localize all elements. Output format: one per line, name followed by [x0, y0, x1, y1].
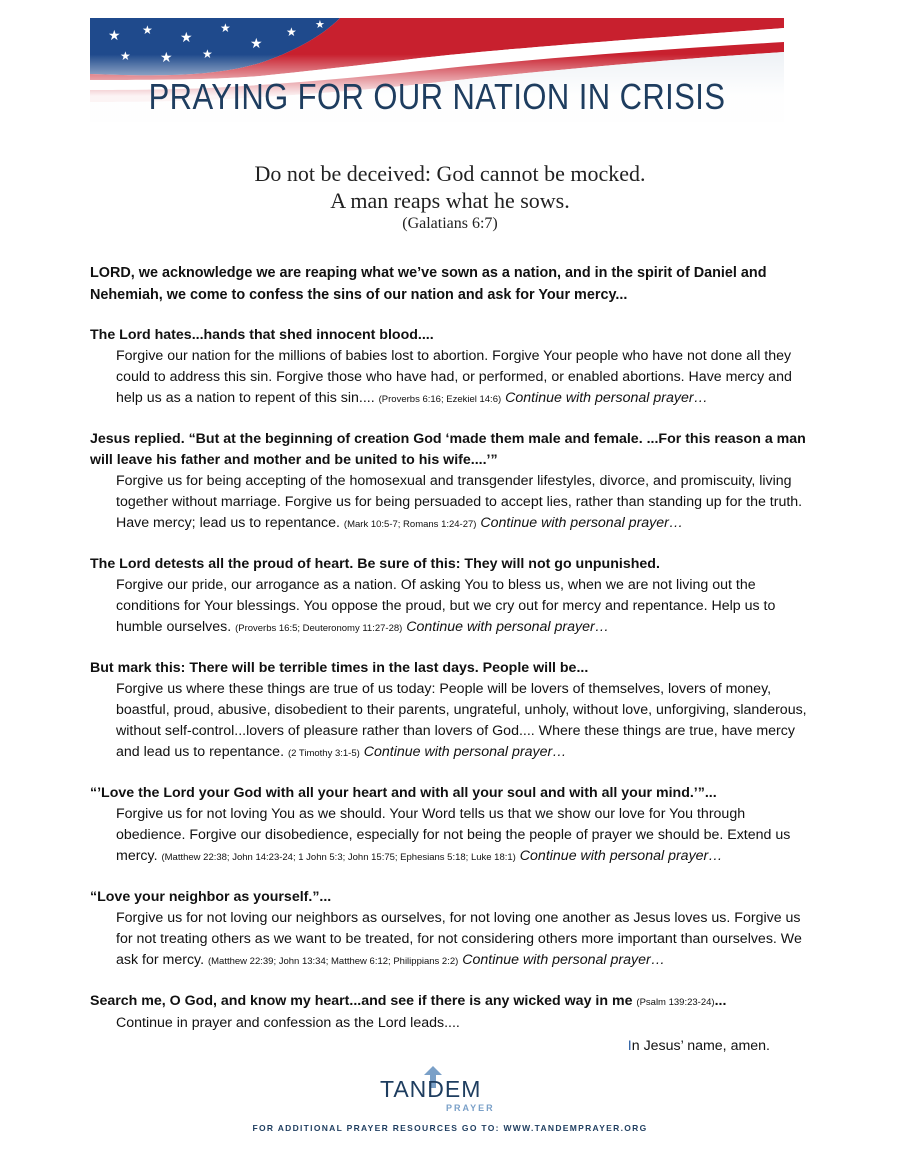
section-heading: “Love your neighbor as yourself.”... — [90, 889, 332, 905]
epigraph-line-1: Do not be deceived: God cannot be mocked. — [254, 161, 646, 186]
logo-wordmark: TANDEM — [380, 1076, 482, 1102]
prayer-section — [90, 429, 812, 535]
final-heading-ellipsis: ... — [714, 993, 727, 1009]
scripture-reference: (Psalm 139:23-24) — [636, 997, 715, 1008]
scripture-reference: (2 Timothy 3:1-5) — [287, 748, 360, 759]
continue-prompt: Continue with personal prayer… — [363, 744, 567, 760]
scripture-reference: (Proverbs 6:16; Ezekiel 14:6) — [378, 394, 502, 405]
continue-prompt: Continue with personal prayer… — [480, 515, 684, 531]
section-body: Forgive us for not loving our neighbors as ourselves, for not loving one another as Jesus loves us. Forgive us for not treating others as we want to be treated, for not considering others more important than ourselves. We ask for mercy. — [116, 910, 802, 968]
section-heading: But mark this: There will be terrible times in the last days. People will be... — [90, 660, 589, 676]
epigraph-line-2: A man reaps what he sows. — [330, 188, 570, 213]
final-heading — [90, 991, 812, 1013]
continue-prompt: Continue with personal prayer… — [519, 848, 723, 864]
section-heading: The Lord detests all the proud of heart. Be sure of this: They will not go unpunished. — [90, 556, 660, 572]
section-text — [116, 575, 812, 639]
closing-initial: I — [627, 1038, 632, 1054]
section-text — [116, 679, 812, 764]
header-banner — [90, 18, 784, 122]
section-body: Forgive us where these things are true of us today: People will be lovers of themselves, lovers of money, boastful, proud, abusive, disobedient to their parents, ungrateful, unholy, without love, unforgiving, slanderous, without self-control...lovers of pleasure rather than lovers of God.... Where these things are true, have mercy and lead us to repentance. — [116, 681, 807, 760]
closing-rest: n Jesus’ name, amen. — [631, 1038, 770, 1054]
closing-line — [90, 1036, 812, 1057]
section-body: Forgive us for being accepting of the homosexual and transgender lifestyles, divorce, and promiscuity, living together without marriage. Forgive us for being persuaded to accept lies, rather than standing up for the truth. Have mercy; lead us to repentance. — [116, 473, 803, 531]
prayer-content — [90, 262, 812, 1057]
section-body: Forgive our pride, our arrogance as a nation. Of asking You to bless us, when we are not living out the conditions for Your blessings. You oppose the proud, but we cry out for mercy and repentance. Help us to humble ourselves. — [116, 577, 776, 635]
logo-subtitle: PRAYER — [446, 1103, 495, 1113]
epigraph — [0, 160, 900, 234]
section-heading: Jesus replied. “But at the beginning of creation God ‘made them male and female. ...For this reason a man will leave his father and mother and be united to his wife....’” — [90, 431, 806, 468]
section-text — [116, 471, 812, 535]
tandem-prayer-logo — [360, 1066, 510, 1122]
continue-prompt: Continue with personal prayer… — [406, 619, 609, 635]
intro-paragraph: LORD, we acknowledge we are reaping what we’ve sown as a nation, and in the spirit of Daniel and Nehemiah, we come to confess the sins of our nation and ask for Your mercy... — [90, 265, 767, 303]
scripture-reference: (Mark 10:5-7; Romans 1:24-27) — [343, 519, 477, 530]
final-section — [90, 991, 812, 1057]
section-body: Forgive our nation for the millions of babies lost to abortion. Forgive Your people who have not done all they could to address this sin. Forgive those who have had, or performed, or enabled abortions. Have mercy and help us as a nation to repent of this sin.... — [116, 348, 792, 406]
scripture-reference: (Matthew 22:39; John 13:34; Matthew 6:12; Philippians 2:2) — [207, 956, 459, 967]
section-heading: The Lord hates...hands that shed innocent blood.... — [90, 327, 434, 343]
final-text: Continue in prayer and confession as the Lord leads.... — [116, 1015, 460, 1031]
continue-prompt: Continue with personal prayer… — [462, 952, 665, 968]
prayer-section — [90, 783, 812, 868]
section-heading: “’Love the Lord your God with all your heart and with all your soul and with all your mind.’”... — [90, 785, 717, 801]
prayer-section — [90, 658, 812, 764]
scripture-reference: (Proverbs 16:5; Deuteronomy 11:27-28) — [235, 623, 403, 634]
prayer-section — [90, 325, 812, 410]
section-text — [116, 804, 812, 868]
section-text — [116, 346, 812, 410]
footer-resources: FOR ADDITIONAL PRAYER RESOURCES GO TO: WWW.TANDEMPRAYER.ORG — [252, 1123, 648, 1133]
scripture-reference: (Matthew 22:38; John 14:23-24; 1 John 5:3; John 15:75; Ephesians 5:18; Luke 18:1) — [161, 852, 516, 863]
section-text — [116, 908, 812, 972]
continue-prompt: Continue with personal prayer… — [505, 390, 708, 406]
banner-title: PRAYING FOR OUR NATION IN CRISIS — [148, 76, 726, 117]
epigraph-reference: (Galatians 6:7) — [402, 215, 498, 232]
prayer-section — [90, 554, 812, 639]
section-body: Forgive us for not loving You as we should. Your Word tells us that we show our love for You through obedience. Forgive our disobedience, especially for not being the people of prayer we should be. Extend us mercy. — [116, 806, 791, 864]
prayer-section — [90, 887, 812, 972]
final-heading-text: Search me, O God, and know my heart...and see if there is any wicked way in me — [90, 993, 637, 1009]
